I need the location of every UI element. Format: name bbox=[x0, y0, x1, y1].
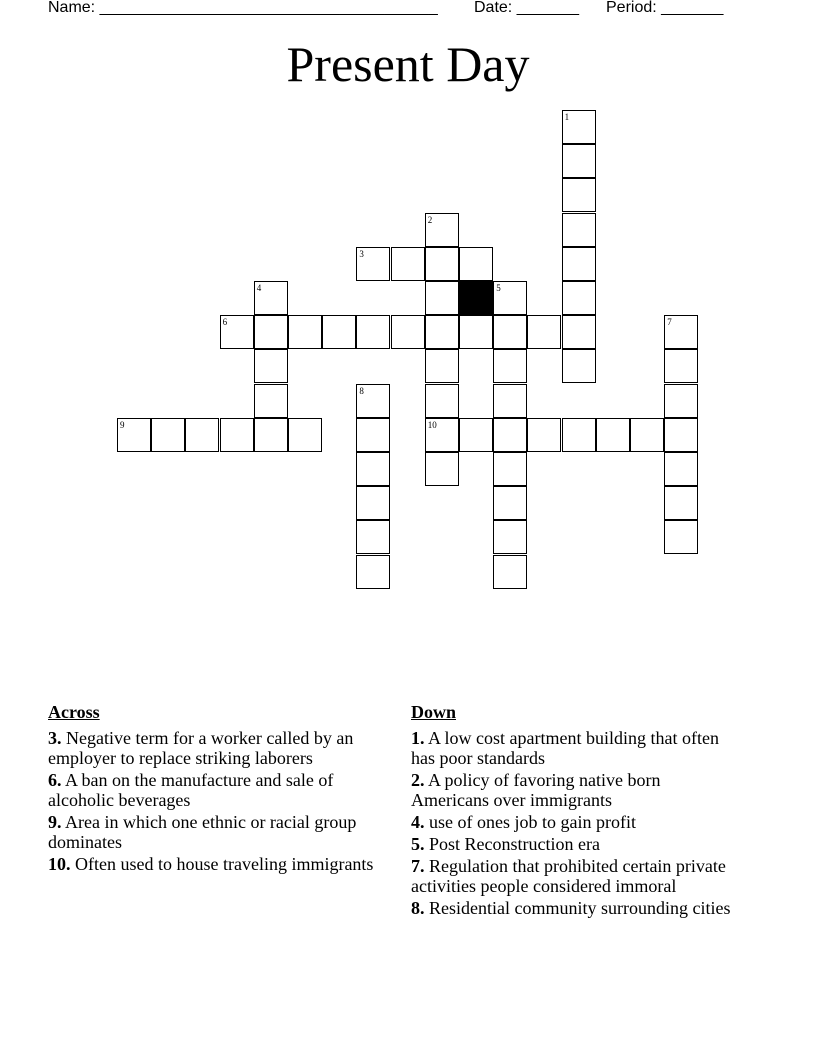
grid-cell[interactable] bbox=[254, 315, 288, 349]
clue-text: Area in which one ethnic or racial group dominates bbox=[48, 812, 357, 852]
grid-cell[interactable] bbox=[493, 452, 527, 486]
grid-cell[interactable] bbox=[288, 315, 322, 349]
grid-cell[interactable] bbox=[664, 384, 698, 418]
cell-number: 2 bbox=[427, 214, 433, 225]
clue-number: 9. bbox=[48, 812, 62, 832]
clue-text: A ban on the manufacture and sale of alcoholic beverages bbox=[48, 770, 334, 810]
grid-cell[interactable] bbox=[664, 315, 698, 349]
grid-cell[interactable] bbox=[527, 315, 561, 349]
grid-cell[interactable] bbox=[425, 418, 459, 452]
cell-number: 4 bbox=[256, 283, 262, 293]
grid-cell[interactable] bbox=[425, 349, 459, 383]
down-clue bbox=[411, 856, 741, 896]
grid-cell[interactable] bbox=[527, 418, 561, 452]
grid-cell[interactable] bbox=[425, 315, 459, 349]
grid-cell[interactable] bbox=[356, 520, 390, 554]
grid-cell[interactable] bbox=[493, 315, 527, 349]
cell-number: 10 bbox=[427, 419, 437, 430]
grid-cell[interactable] bbox=[185, 418, 219, 452]
clue-number: 3. bbox=[48, 728, 62, 748]
grid-cell[interactable] bbox=[493, 281, 527, 315]
grid-cell[interactable] bbox=[254, 349, 288, 383]
clue-text: Often used to house traveling immigrants bbox=[70, 854, 374, 874]
grid-cell[interactable] bbox=[151, 418, 185, 452]
across-clue bbox=[48, 770, 388, 810]
clue-number: 10. bbox=[48, 854, 71, 874]
grid-cell[interactable] bbox=[254, 418, 288, 452]
grid-cell[interactable] bbox=[425, 247, 459, 281]
grid-cell[interactable] bbox=[493, 384, 527, 418]
grid-cell[interactable] bbox=[562, 178, 596, 212]
grid-cell[interactable] bbox=[425, 281, 459, 315]
down-clue bbox=[411, 834, 741, 854]
blocked-cell bbox=[459, 281, 493, 315]
grid-cell[interactable] bbox=[356, 315, 390, 349]
grid-cell[interactable] bbox=[425, 452, 459, 486]
clue-text: Residential community surrounding cities bbox=[424, 898, 731, 918]
grid-cell[interactable] bbox=[664, 418, 698, 452]
grid-cell[interactable] bbox=[630, 418, 664, 452]
date-field: Date: _______ bbox=[474, 0, 579, 16]
grid-cell[interactable] bbox=[356, 418, 390, 452]
grid-cell[interactable] bbox=[254, 384, 288, 418]
grid-cell[interactable] bbox=[493, 520, 527, 554]
grid-cell[interactable] bbox=[356, 555, 390, 589]
across-clue bbox=[48, 728, 388, 768]
cell-number: 6 bbox=[222, 317, 228, 328]
grid-cell[interactable] bbox=[391, 247, 425, 281]
grid-cell[interactable] bbox=[562, 349, 596, 383]
grid-cell[interactable] bbox=[425, 213, 459, 247]
clue-number: 1. bbox=[411, 728, 425, 748]
grid-cell[interactable] bbox=[562, 418, 596, 452]
clue-number: 5. bbox=[411, 834, 425, 854]
down-clues bbox=[411, 702, 741, 920]
down-clue bbox=[411, 728, 741, 768]
clue-number: 7. bbox=[411, 856, 425, 876]
grid-cell[interactable] bbox=[459, 247, 493, 281]
cell-number: 8 bbox=[359, 385, 364, 396]
grid-cell[interactable] bbox=[356, 486, 390, 520]
grid-cell[interactable] bbox=[493, 418, 527, 452]
across-heading: Across bbox=[48, 702, 100, 722]
cell-number: 7 bbox=[667, 317, 672, 328]
grid-cell[interactable] bbox=[459, 418, 493, 452]
grid-cell[interactable] bbox=[425, 384, 459, 418]
clue-text: Negative term for a worker called by an employer to replace striking laborers bbox=[48, 728, 354, 768]
grid-cell[interactable] bbox=[493, 555, 527, 589]
grid-cell[interactable] bbox=[664, 486, 698, 520]
cell-number: 1 bbox=[564, 112, 570, 122]
grid-cell[interactable] bbox=[562, 281, 596, 315]
grid-cell[interactable] bbox=[254, 281, 288, 315]
down-heading: Down bbox=[411, 702, 457, 722]
clue-text: Regulation that prohibited certain private activities people considered immoral bbox=[411, 856, 726, 896]
grid-cell[interactable] bbox=[664, 452, 698, 486]
grid-cell[interactable] bbox=[356, 247, 390, 281]
grid-cell[interactable] bbox=[664, 349, 698, 383]
grid-cell[interactable] bbox=[664, 520, 698, 554]
puzzle-title: Present Day bbox=[286, 36, 530, 92]
grid-cell[interactable] bbox=[117, 418, 151, 452]
grid-cell[interactable] bbox=[288, 418, 322, 452]
grid-cell[interactable] bbox=[391, 315, 425, 349]
grid-cell[interactable] bbox=[562, 315, 596, 349]
period-field: Period: _______ bbox=[606, 0, 724, 16]
clue-number: 6. bbox=[48, 770, 62, 790]
grid-cell[interactable] bbox=[493, 486, 527, 520]
grid-cell[interactable] bbox=[322, 315, 356, 349]
grid-cell[interactable] bbox=[220, 418, 254, 452]
clue-text: use of ones job to gain profit bbox=[424, 812, 636, 832]
grid-cell[interactable] bbox=[356, 384, 390, 418]
clue-text: A policy of favoring native born Americans over immigrants bbox=[411, 770, 661, 810]
grid-cell[interactable] bbox=[562, 213, 596, 247]
grid-cell[interactable] bbox=[596, 418, 630, 452]
cell-number: 3 bbox=[359, 248, 364, 259]
grid-cell[interactable] bbox=[562, 247, 596, 281]
clue-number: 2. bbox=[411, 770, 425, 790]
name-field: Name: ______________________________________ bbox=[48, 0, 438, 16]
cell-number: 9 bbox=[120, 419, 125, 430]
down-clue bbox=[411, 898, 741, 918]
clue-number: 4. bbox=[411, 812, 425, 832]
down-clue bbox=[411, 770, 741, 810]
grid-cell[interactable] bbox=[459, 315, 493, 349]
clue-text: A low cost apartment building that often has poor standards bbox=[411, 728, 719, 768]
grid-cell[interactable] bbox=[562, 110, 596, 144]
grid-cell[interactable] bbox=[356, 452, 390, 486]
across-clue bbox=[48, 854, 388, 874]
grid-cell[interactable] bbox=[562, 144, 596, 178]
grid-cell[interactable] bbox=[493, 349, 527, 383]
cell-number: 5 bbox=[496, 283, 501, 293]
clue-text: Post Reconstruction era bbox=[424, 834, 600, 854]
down-clue bbox=[411, 812, 741, 832]
clue-number: 8. bbox=[411, 898, 425, 918]
across-clues bbox=[48, 702, 388, 876]
across-clue bbox=[48, 812, 388, 852]
grid-cell[interactable] bbox=[220, 315, 254, 349]
